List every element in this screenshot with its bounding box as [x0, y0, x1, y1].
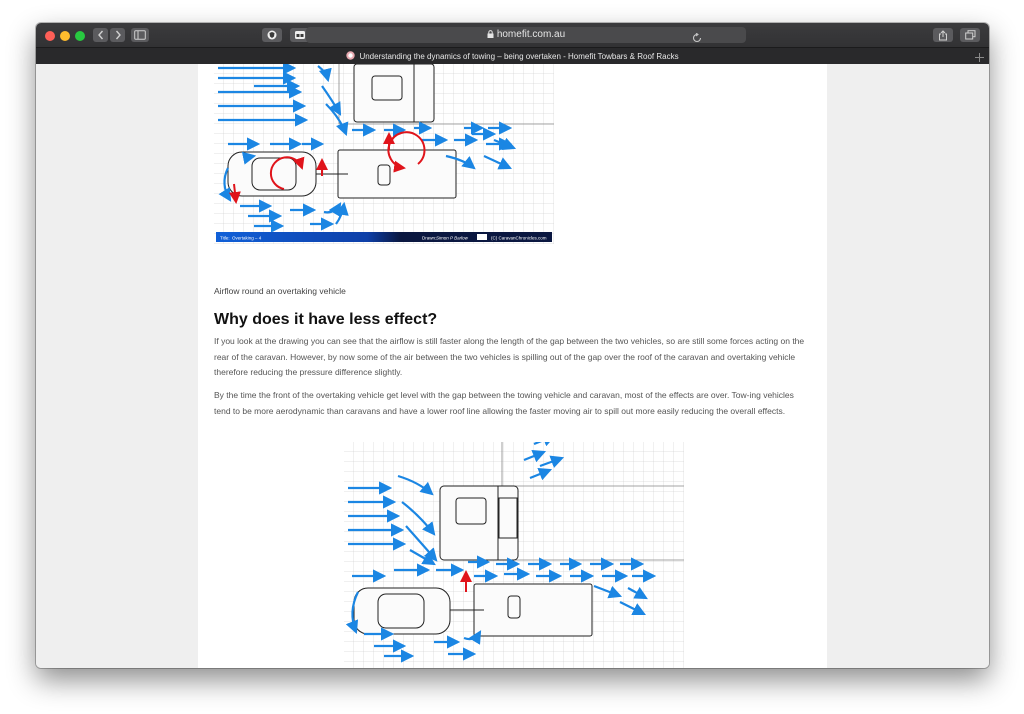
chevron-right-icon	[114, 30, 122, 40]
chevron-left-icon	[97, 30, 105, 40]
url-text: homefit.com.au	[496, 29, 566, 40]
fig1-drawn-label: Drawn:	[422, 235, 437, 241]
overtaking-vehicle	[440, 486, 518, 560]
lock-icon	[487, 30, 494, 38]
figure-overtaking-4	[214, 64, 554, 244]
privacy-report-button[interactable]	[262, 28, 282, 42]
caravan	[338, 150, 456, 198]
browser-window	[36, 23, 989, 677]
share-button[interactable]	[933, 28, 953, 42]
site-favicon-icon	[346, 51, 355, 60]
fig1-copyright: (C) CaravanChronicles.com	[491, 235, 547, 241]
shield-icon	[267, 30, 277, 40]
new-tab-button[interactable]	[974, 50, 985, 61]
sidebar-icon	[134, 30, 146, 40]
figure-caption: Airflow round an overtaking vehicle	[214, 286, 346, 296]
address-bar[interactable]	[306, 27, 746, 43]
fig1-title: Overtaking – 4	[232, 235, 262, 241]
back-button[interactable]	[93, 28, 108, 42]
address-bar-text	[306, 29, 746, 40]
minimize-window-button[interactable]	[60, 31, 70, 41]
tabs-icon	[965, 30, 976, 40]
plus-icon	[974, 52, 985, 63]
share-icon	[938, 30, 948, 41]
tab-title-text: Understanding the dynamics of towing – being overtaken - Homefit Towbars & Roof Racks	[359, 52, 679, 61]
overtaking-vehicle	[354, 64, 434, 122]
paragraph-2: By the time the front of the overtaking vehicle get level with the gap between the towing vehicle and caravan, most of the effects are over. Tow-ing vehicles tend to be more aerodynamic than caravans and have a lower roof line allowing the faster moving air to spill out more easily reducing the overall effects.	[214, 390, 794, 416]
extension-icon	[294, 30, 306, 40]
reload-icon[interactable]	[692, 30, 702, 40]
caravan	[474, 584, 592, 636]
tab-bar	[36, 47, 989, 64]
active-tab[interactable]	[36, 51, 989, 61]
close-window-button[interactable]	[45, 31, 55, 41]
fig1-drawn-by: Simon P Barlow	[436, 235, 468, 241]
section-heading: Why does it have less effect?	[214, 311, 438, 328]
fig1-title-label: Title:	[220, 235, 230, 241]
caravan-logo-icon	[477, 234, 487, 240]
tab-overview-button[interactable]	[960, 28, 980, 42]
paragraph-1: If you look at the drawing you can see that the airflow is still faster along the length of the gap between the two vehicles, so are still some forces acting on the rear of the caravan. However, by now some of the air between the two vehicles is spilling out of the gap over the roof of the caravan and overtaking vehicle therefore reducing the pressure difference slightly.	[214, 336, 805, 377]
sidebar-toggle-button[interactable]	[131, 28, 149, 42]
web-content	[36, 64, 989, 677]
forward-button[interactable]	[110, 28, 125, 42]
browser-toolbar	[36, 23, 989, 47]
zoom-window-button[interactable]	[75, 31, 85, 41]
figure-overtaking-5: Title: Overtaking – 5 Drawn: Simon P Barlow (C) CaravanChronicles.com	[344, 442, 684, 668]
